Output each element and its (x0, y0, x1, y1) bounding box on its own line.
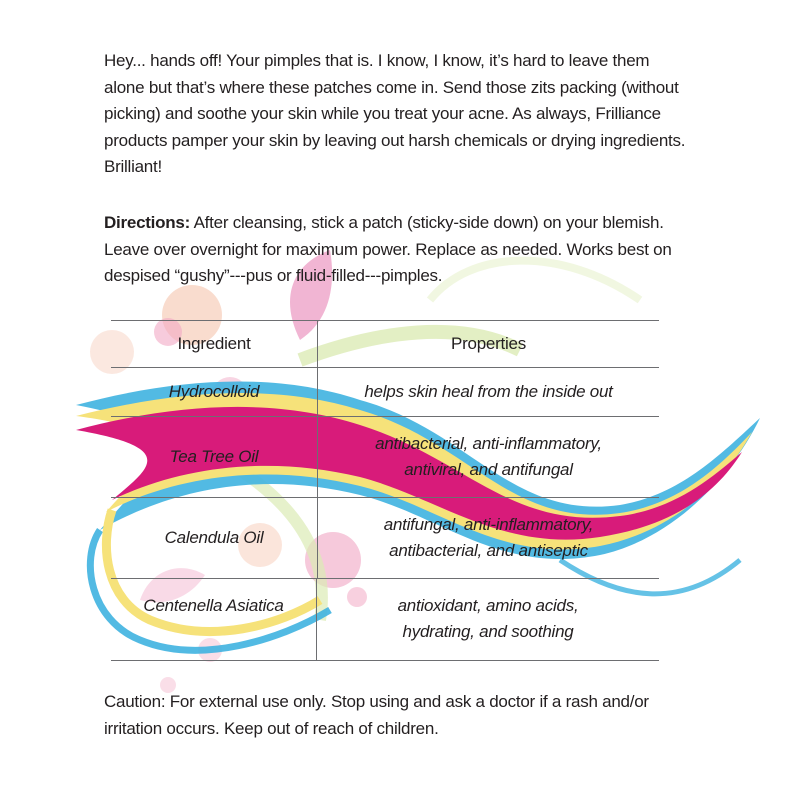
properties-cell: antifungal, anti-inflammatory, antibacterial, and antiseptic (383, 515, 594, 560)
properties-cell: helps skin heal from the inside out (364, 382, 613, 401)
ingredient-cell: Hydrocolloid (111, 368, 318, 416)
table-header-row (111, 320, 659, 367)
ingredients-table (111, 320, 659, 661)
table-row (111, 416, 659, 497)
table-row (111, 497, 659, 578)
ingredient-cell: Centenella Asiatica (111, 579, 317, 660)
ingredient-cell: Calendula Oil (111, 498, 318, 578)
properties-cell: antibacterial, anti-inflammatory, antiviral, and antifungal (375, 434, 602, 479)
header-properties: Properties (451, 334, 526, 353)
caution-paragraph: Caution: For external use only. Stop using and ask a doctor if a rash and/or irritation occurs. Keep out of reach of children. (104, 692, 649, 738)
header-ingredient: Ingredient (111, 321, 318, 367)
intro-paragraph: Hey... hands off! Your pimples that is. I know, I know, it’s hard to leave them alone but that’s where these patches come in. Send those zits packing (without picking) and soothe your skin while you treat your acne. As always, Frilliance products pamper your skin by leaving out harsh chemicals or drying ingredients. Brilliant! (104, 51, 686, 176)
properties-cell: antioxidant, amino acids, hydrating, and soothing (397, 596, 579, 641)
directions-text: After cleansing, stick a patch (sticky-side down) on your blemish. Leave over overnight for maximum power. Replace as needed. Works best on despised “gushy”---pus or fluid-filled---pimples. (104, 213, 672, 285)
table-row (111, 367, 659, 416)
directions-label: Directions: (104, 213, 191, 232)
table-row (111, 578, 659, 661)
directions-paragraph (104, 210, 694, 290)
ingredient-cell: Tea Tree Oil (111, 417, 318, 497)
